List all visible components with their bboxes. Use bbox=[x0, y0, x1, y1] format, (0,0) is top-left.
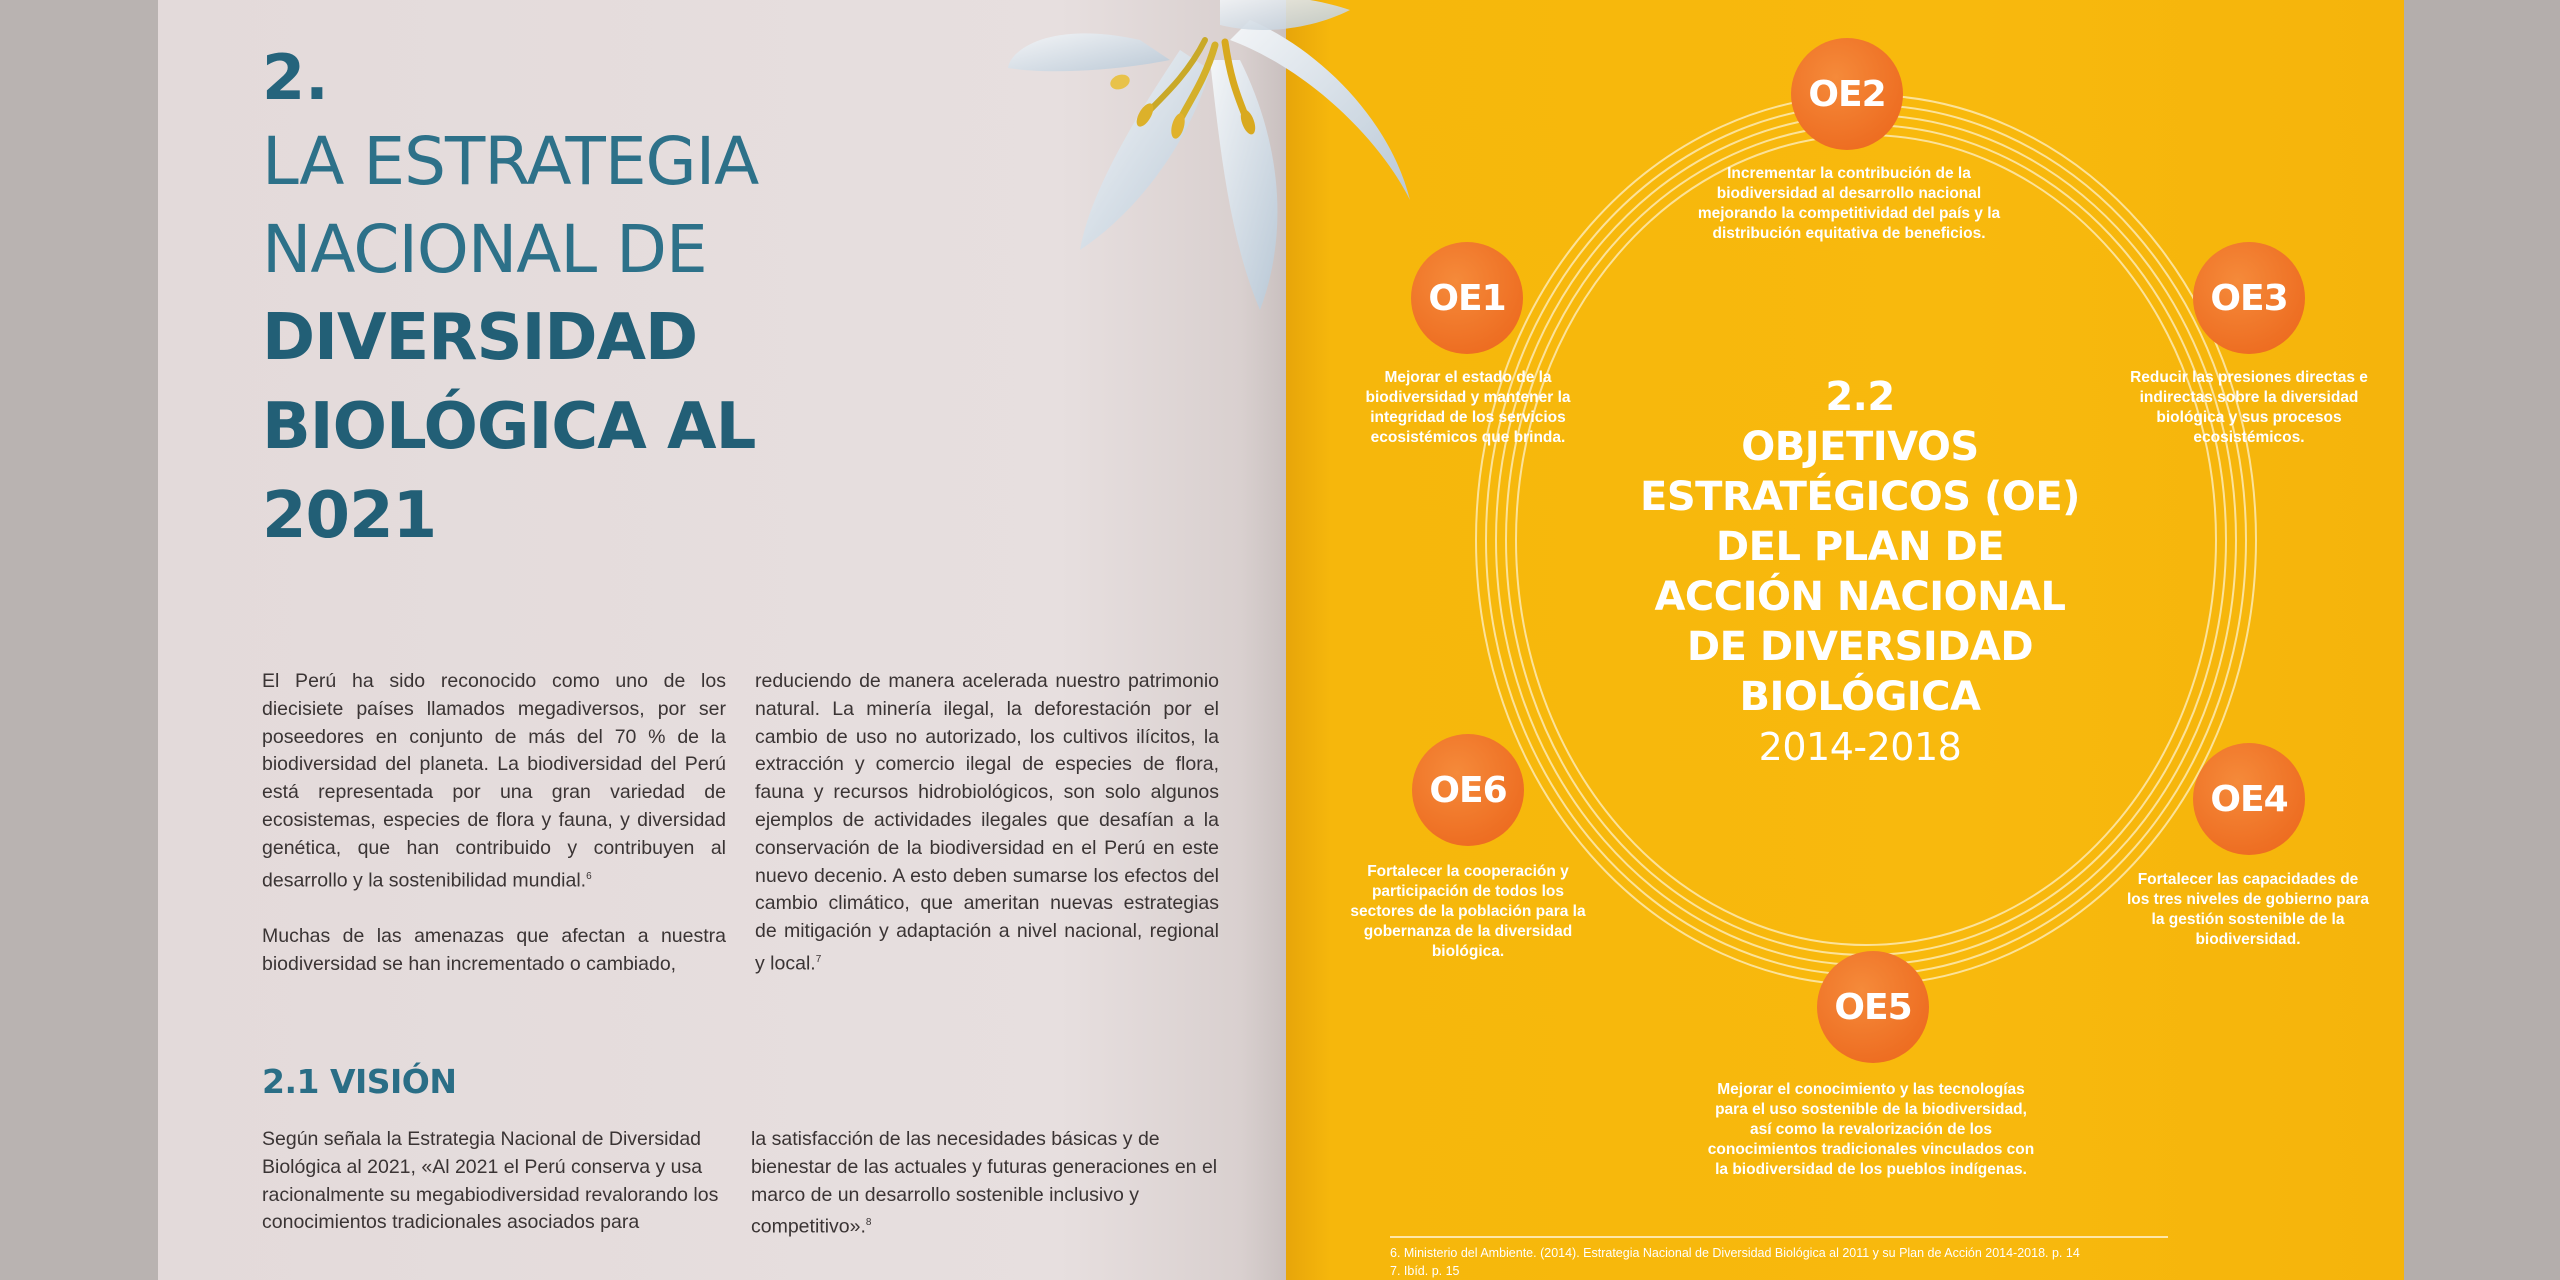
body-column-1 bbox=[262, 668, 726, 978]
title-line-4: BIOLÓGICA AL bbox=[262, 390, 756, 464]
objective-oe1-text: Mejorar el estado de la biodiversidad y mantener la integridad de los servicios ecosistémicos que brinda. bbox=[1365, 369, 1571, 446]
title-line-5: 2021 bbox=[262, 479, 437, 553]
center-title-line-1: OBJETIVOS bbox=[1741, 424, 1979, 470]
objective-oe3-text: Reducir las presiones directas e indirectas sobre la diversidad biológica y sus procesos ecosistémicos. bbox=[2130, 369, 2368, 446]
title-line-2: NACIONAL DE bbox=[262, 211, 707, 288]
footnote-6: 6. Ministerio del Ambiente. (2014). Estrategia Nacional de Diversidad Biológica al 2011 y su Plan de Acción 2014-2018. p. 14 bbox=[1390, 1246, 2080, 1260]
paragraph-3-text: reduciendo de manera acelerada nuestro patrimonio natural. La minería ilegal, la deforestación por el cambio de uso no autorizado, los cultivos ilícitos, la extracción y comercio ilegal de especies de flora, fauna y recursos hidrobiológicos, son solo algunos ejemplos de actividades ilegales que desafían a la conservación de la biodiversidad en el Perú en este nuevo decenio. A esto deben sumarse los efectos del cambio climático, que ameritan nuevas estrategias de mitigación y adaptación a nivel nacional, regional y local. bbox=[755, 670, 1219, 975]
center-number: 2.2 bbox=[1825, 374, 1895, 420]
body-column-2 bbox=[755, 668, 1219, 978]
backdrop-left bbox=[0, 0, 158, 1280]
vision-heading: 2.1 VISIÓN bbox=[262, 1062, 457, 1101]
center-title bbox=[1600, 372, 2120, 772]
vision-column-1: Según señala la Estrategia Nacional de Diversidad Biológica al 2021, «Al 2021 el Perú conserva y usa racionalmente su megabiodiversidad revalorando los conocimientos tradicionales asociados para bbox=[262, 1128, 719, 1234]
footnote-ref-8: 8 bbox=[865, 1217, 872, 1229]
objective-oe4-text: Fortalecer las capacidades de los tres niveles de gobierno para la gestión sostenible de la biodiversidad. bbox=[2126, 871, 2370, 948]
section-number: 2. bbox=[262, 41, 329, 114]
paragraph-2: Muchas de las amenazas que afectan a nuestra biodiversidad se han incrementado o cambiado, bbox=[262, 924, 726, 975]
objective-oe6-text: Fortalecer la cooperación y participación de todos los sectores de la población para la gobernanza de la diversidad biológica. bbox=[1350, 863, 1586, 960]
center-title-line-2: ESTRATÉGICOS (OE) bbox=[1640, 474, 2080, 520]
paragraph-3 bbox=[755, 668, 1219, 978]
badge-oe1: OE1 bbox=[1411, 242, 1523, 354]
footnote-ref-6: 6 bbox=[586, 870, 592, 882]
badge-oe4: OE4 bbox=[2193, 743, 2305, 855]
badge-oe5: OE5 bbox=[1817, 951, 1929, 1063]
title-line-1: LA ESTRATEGIA bbox=[262, 123, 759, 200]
paragraph-1 bbox=[262, 668, 726, 895]
vision-column-2 bbox=[751, 1126, 1221, 1242]
center-title-line-3: DEL PLAN DE bbox=[1715, 524, 2005, 570]
footnote-7: 7. Ibíd. p. 15 bbox=[1390, 1264, 1460, 1278]
objective-oe5-text: Mejorar el conocimiento y las tecnologías para el uso sostenible de la biodiversidad, así como la revalorización de los conocimientos tradicionales vinculados con la biodiversidad de los pueblos indígenas. bbox=[1707, 1081, 2035, 1178]
title-line-3: DIVERSIDAD bbox=[262, 301, 698, 375]
badge-oe6: OE6 bbox=[1412, 734, 1524, 846]
center-title-line-6: BIOLÓGICA bbox=[1739, 674, 1981, 720]
objective-oe2-text: Incrementar la contribución de la biodiversidad al desarrollo nacional mejorando la competitividad del país y la distribución equitativa de beneficios. bbox=[1697, 165, 2001, 242]
center-years: 2014-2018 bbox=[1758, 725, 1962, 769]
backdrop-right bbox=[2404, 0, 2560, 1280]
badge-oe3: OE3 bbox=[2193, 242, 2305, 354]
vision-column-2-text: la satisfacción de las necesidades básicas y de bienestar de las actuales y futuras generaciones en el marco de un desarrollo sostenible inclusivo y competitivo». bbox=[751, 1128, 1218, 1238]
chapter-title bbox=[262, 38, 758, 561]
badge-oe2: OE2 bbox=[1791, 38, 1903, 150]
footnote-divider bbox=[1390, 1236, 2168, 1238]
paragraph-1-text: El Perú ha sido reconocido como uno de los diecisiete países llamados megadiversos, por ser poseedores en conjunto de más del 70 % de la biodiversidad del planeta. La biodiversidad del Perú está representada por una gran variedad de ecosistemas, especies de flora y fauna, y diversidad genética, que han contribuido y contribuyen al desarrollo y la sostenibilidad mundial. bbox=[262, 670, 726, 892]
footnotes bbox=[1390, 1244, 2080, 1280]
center-title-line-4: ACCIÓN NACIONAL bbox=[1654, 574, 2066, 620]
footnote-ref-7: 7 bbox=[815, 953, 822, 965]
center-title-line-5: DE DIVERSIDAD bbox=[1686, 624, 2034, 670]
